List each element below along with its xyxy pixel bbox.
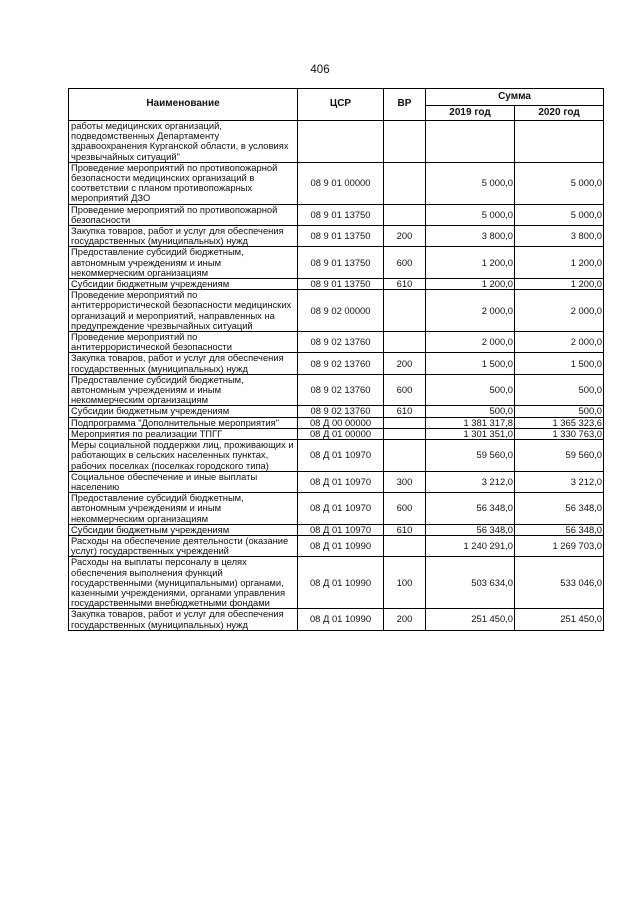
- cell-name: Социальное обеспечение и иные выплаты населению: [69, 471, 298, 492]
- cell-name: Проведение мероприятий по антитеррористической безопасности: [69, 332, 298, 353]
- cell-sum-2020: 1 269 703,0: [515, 535, 604, 556]
- cell-csr: 08 9 01 13750: [298, 279, 384, 290]
- cell-name: Расходы на обеспечение деятельности (оказание услуг) государственных учреждений: [69, 535, 298, 556]
- cell-sum-2020: 2 000,0: [515, 332, 604, 353]
- table-body: [69, 121, 604, 631]
- cell-sum-2019: 5 000,0: [426, 204, 515, 225]
- cell-vr: 200: [384, 353, 426, 374]
- cell-name: Мероприятия по реализации ТПГГ: [69, 428, 298, 439]
- cell-sum-2019: 1 200,0: [426, 247, 515, 279]
- cell-csr: 08 Д 01 10970: [298, 471, 384, 492]
- header-year-2019: 2019 год: [426, 106, 515, 121]
- cell-sum-2019: 2 000,0: [426, 290, 515, 332]
- cell-csr: 08 Д 01 10970: [298, 524, 384, 535]
- header-sum: Сумма: [426, 89, 604, 106]
- cell-sum-2019: 1 381 317,8: [426, 417, 515, 428]
- table-row: [69, 428, 604, 439]
- cell-vr: 610: [384, 524, 426, 535]
- table-row: [69, 290, 604, 332]
- table-row: [69, 162, 604, 204]
- cell-sum-2020: 3 800,0: [515, 226, 604, 247]
- cell-sum-2020: 3 212,0: [515, 471, 604, 492]
- cell-sum-2019: 500,0: [426, 406, 515, 417]
- table-row: [69, 121, 604, 163]
- table-row: [69, 204, 604, 225]
- cell-csr: 08 9 02 13760: [298, 332, 384, 353]
- table-row: [69, 374, 604, 406]
- table-row: [69, 557, 604, 609]
- cell-vr: [384, 332, 426, 353]
- cell-sum-2020: 1 200,0: [515, 247, 604, 279]
- cell-name: работы медицинских организаций, подведомственных Департаменту здравоохранения Курганской области, в условиях чрезвычайных ситуаций": [69, 121, 298, 163]
- cell-name: Меры социальной поддержки лиц, проживающих и работающих в сельских населенных пунктах, рабочих поселках (поселках городского типа): [69, 440, 298, 472]
- cell-sum-2020: 500,0: [515, 374, 604, 406]
- cell-sum-2019: 251 450,0: [426, 609, 515, 630]
- cell-csr: 08 9 02 13760: [298, 353, 384, 374]
- cell-csr: [298, 121, 384, 163]
- cell-sum-2019: 500,0: [426, 374, 515, 406]
- table-row: [69, 440, 604, 472]
- cell-sum-2020: 1 500,0: [515, 353, 604, 374]
- cell-vr: 600: [384, 374, 426, 406]
- cell-sum-2019: 1 200,0: [426, 279, 515, 290]
- header-vr: ВР: [384, 89, 426, 121]
- cell-name: Субсидии бюджетным учреждениям: [69, 406, 298, 417]
- cell-sum-2020: 1 200,0: [515, 279, 604, 290]
- table-row: [69, 247, 604, 279]
- cell-vr: [384, 204, 426, 225]
- table-row: [69, 535, 604, 556]
- table-row: [69, 353, 604, 374]
- cell-sum-2020: 56 348,0: [515, 493, 604, 525]
- cell-name: Предоставление субсидий бюджетным, автономным учреждениям и иным некоммерческим организациям: [69, 247, 298, 279]
- table-row: [69, 471, 604, 492]
- cell-vr: 300: [384, 471, 426, 492]
- cell-csr: 08 9 01 00000: [298, 162, 384, 204]
- cell-sum-2019: 1 500,0: [426, 353, 515, 374]
- cell-sum-2019: 56 348,0: [426, 524, 515, 535]
- table-row: [69, 417, 604, 428]
- cell-csr: 08 Д 01 10990: [298, 557, 384, 609]
- cell-name: Подпрограмма "Дополнительные мероприятия": [69, 417, 298, 428]
- cell-vr: [384, 121, 426, 163]
- cell-csr: 08 9 02 00000: [298, 290, 384, 332]
- cell-vr: [384, 162, 426, 204]
- cell-csr: 08 Д 01 00000: [298, 428, 384, 439]
- header-year-2020: 2020 год: [515, 106, 604, 121]
- cell-name: Проведение мероприятий по противопожарной безопасности медицинских организаций в соответствии с планом противопожарных мероприятий ДЗО: [69, 162, 298, 204]
- cell-sum-2019: 3 212,0: [426, 471, 515, 492]
- cell-name: Субсидии бюджетным учреждениям: [69, 279, 298, 290]
- cell-name: Предоставление субсидий бюджетным, автономным учреждениям и иным некоммерческим организациям: [69, 493, 298, 525]
- cell-sum-2020: 59 560,0: [515, 440, 604, 472]
- page-number: 406: [310, 64, 330, 76]
- cell-sum-2020: 5 000,0: [515, 162, 604, 204]
- cell-vr: [384, 417, 426, 428]
- cell-csr: 08 Д 01 10990: [298, 535, 384, 556]
- cell-name: Проведение мероприятий по антитеррористической безопасности медицинских организаций и мероприятий, направленных на предупреждение чрезвычайных ситуаций: [69, 290, 298, 332]
- cell-sum-2020: 5 000,0: [515, 204, 604, 225]
- cell-csr: 08 Д 01 10990: [298, 609, 384, 630]
- cell-sum-2020: 251 450,0: [515, 609, 604, 630]
- budget-table: [68, 88, 604, 631]
- cell-name: Закупка товаров, работ и услуг для обеспечения государственных (муниципальных) нужд: [69, 226, 298, 247]
- cell-name: Субсидии бюджетным учреждениям: [69, 524, 298, 535]
- cell-csr: 08 Д 01 10970: [298, 493, 384, 525]
- cell-sum-2019: 5 000,0: [426, 162, 515, 204]
- cell-vr: [384, 440, 426, 472]
- table-row: [69, 279, 604, 290]
- cell-vr: 600: [384, 493, 426, 525]
- cell-sum-2019: 1 301 351,0: [426, 428, 515, 439]
- cell-sum-2020: 2 000,0: [515, 290, 604, 332]
- table-row: [69, 226, 604, 247]
- cell-sum-2020: 1 330 763,0: [515, 428, 604, 439]
- table-row: [69, 524, 604, 535]
- cell-name: Расходы на выплаты персоналу в целях обеспечения выполнения функций государственными (муниципальными) органами, казенными учреждениями, органами управления государственными внебюджетными фондами: [69, 557, 298, 609]
- cell-vr: [384, 290, 426, 332]
- table-row: [69, 406, 604, 417]
- cell-name: Предоставление субсидий бюджетным, автономным учреждениям и иным некоммерческим организациям: [69, 374, 298, 406]
- cell-sum-2019: 56 348,0: [426, 493, 515, 525]
- cell-sum-2020: 533 046,0: [515, 557, 604, 609]
- cell-sum-2019: 3 800,0: [426, 226, 515, 247]
- cell-sum-2019: 1 240 291,0: [426, 535, 515, 556]
- cell-csr: 08 9 02 13760: [298, 406, 384, 417]
- cell-vr: 100: [384, 557, 426, 609]
- cell-sum-2019: 59 560,0: [426, 440, 515, 472]
- cell-name: Закупка товаров, работ и услуг для обеспечения государственных (муниципальных) нужд: [69, 609, 298, 630]
- cell-sum-2020: 500,0: [515, 406, 604, 417]
- cell-vr: 610: [384, 279, 426, 290]
- cell-csr: 08 Д 01 10970: [298, 440, 384, 472]
- cell-vr: 200: [384, 226, 426, 247]
- cell-vr: 600: [384, 247, 426, 279]
- cell-sum-2019: 2 000,0: [426, 332, 515, 353]
- cell-sum-2019: 503 634,0: [426, 557, 515, 609]
- cell-vr: [384, 428, 426, 439]
- cell-sum-2019: [426, 121, 515, 163]
- cell-vr: 200: [384, 609, 426, 630]
- cell-vr: 610: [384, 406, 426, 417]
- table-row: [69, 493, 604, 525]
- cell-sum-2020: 1 365 323,6: [515, 417, 604, 428]
- table-row: [69, 609, 604, 630]
- cell-csr: 08 9 01 13750: [298, 247, 384, 279]
- cell-csr: 08 9 02 13760: [298, 374, 384, 406]
- cell-name: Проведение мероприятий по противопожарной безопасности: [69, 204, 298, 225]
- cell-name: Закупка товаров, работ и услуг для обеспечения государственных (муниципальных) нужд: [69, 353, 298, 374]
- cell-sum-2020: 56 348,0: [515, 524, 604, 535]
- header-name: Наименование: [69, 89, 298, 121]
- cell-vr: [384, 535, 426, 556]
- cell-sum-2020: [515, 121, 604, 163]
- cell-csr: 08 9 01 13750: [298, 204, 384, 225]
- table-row: [69, 332, 604, 353]
- header-csr: ЦСР: [298, 89, 384, 121]
- cell-csr: 08 9 01 13750: [298, 226, 384, 247]
- cell-csr: 08 Д 00 00000: [298, 417, 384, 428]
